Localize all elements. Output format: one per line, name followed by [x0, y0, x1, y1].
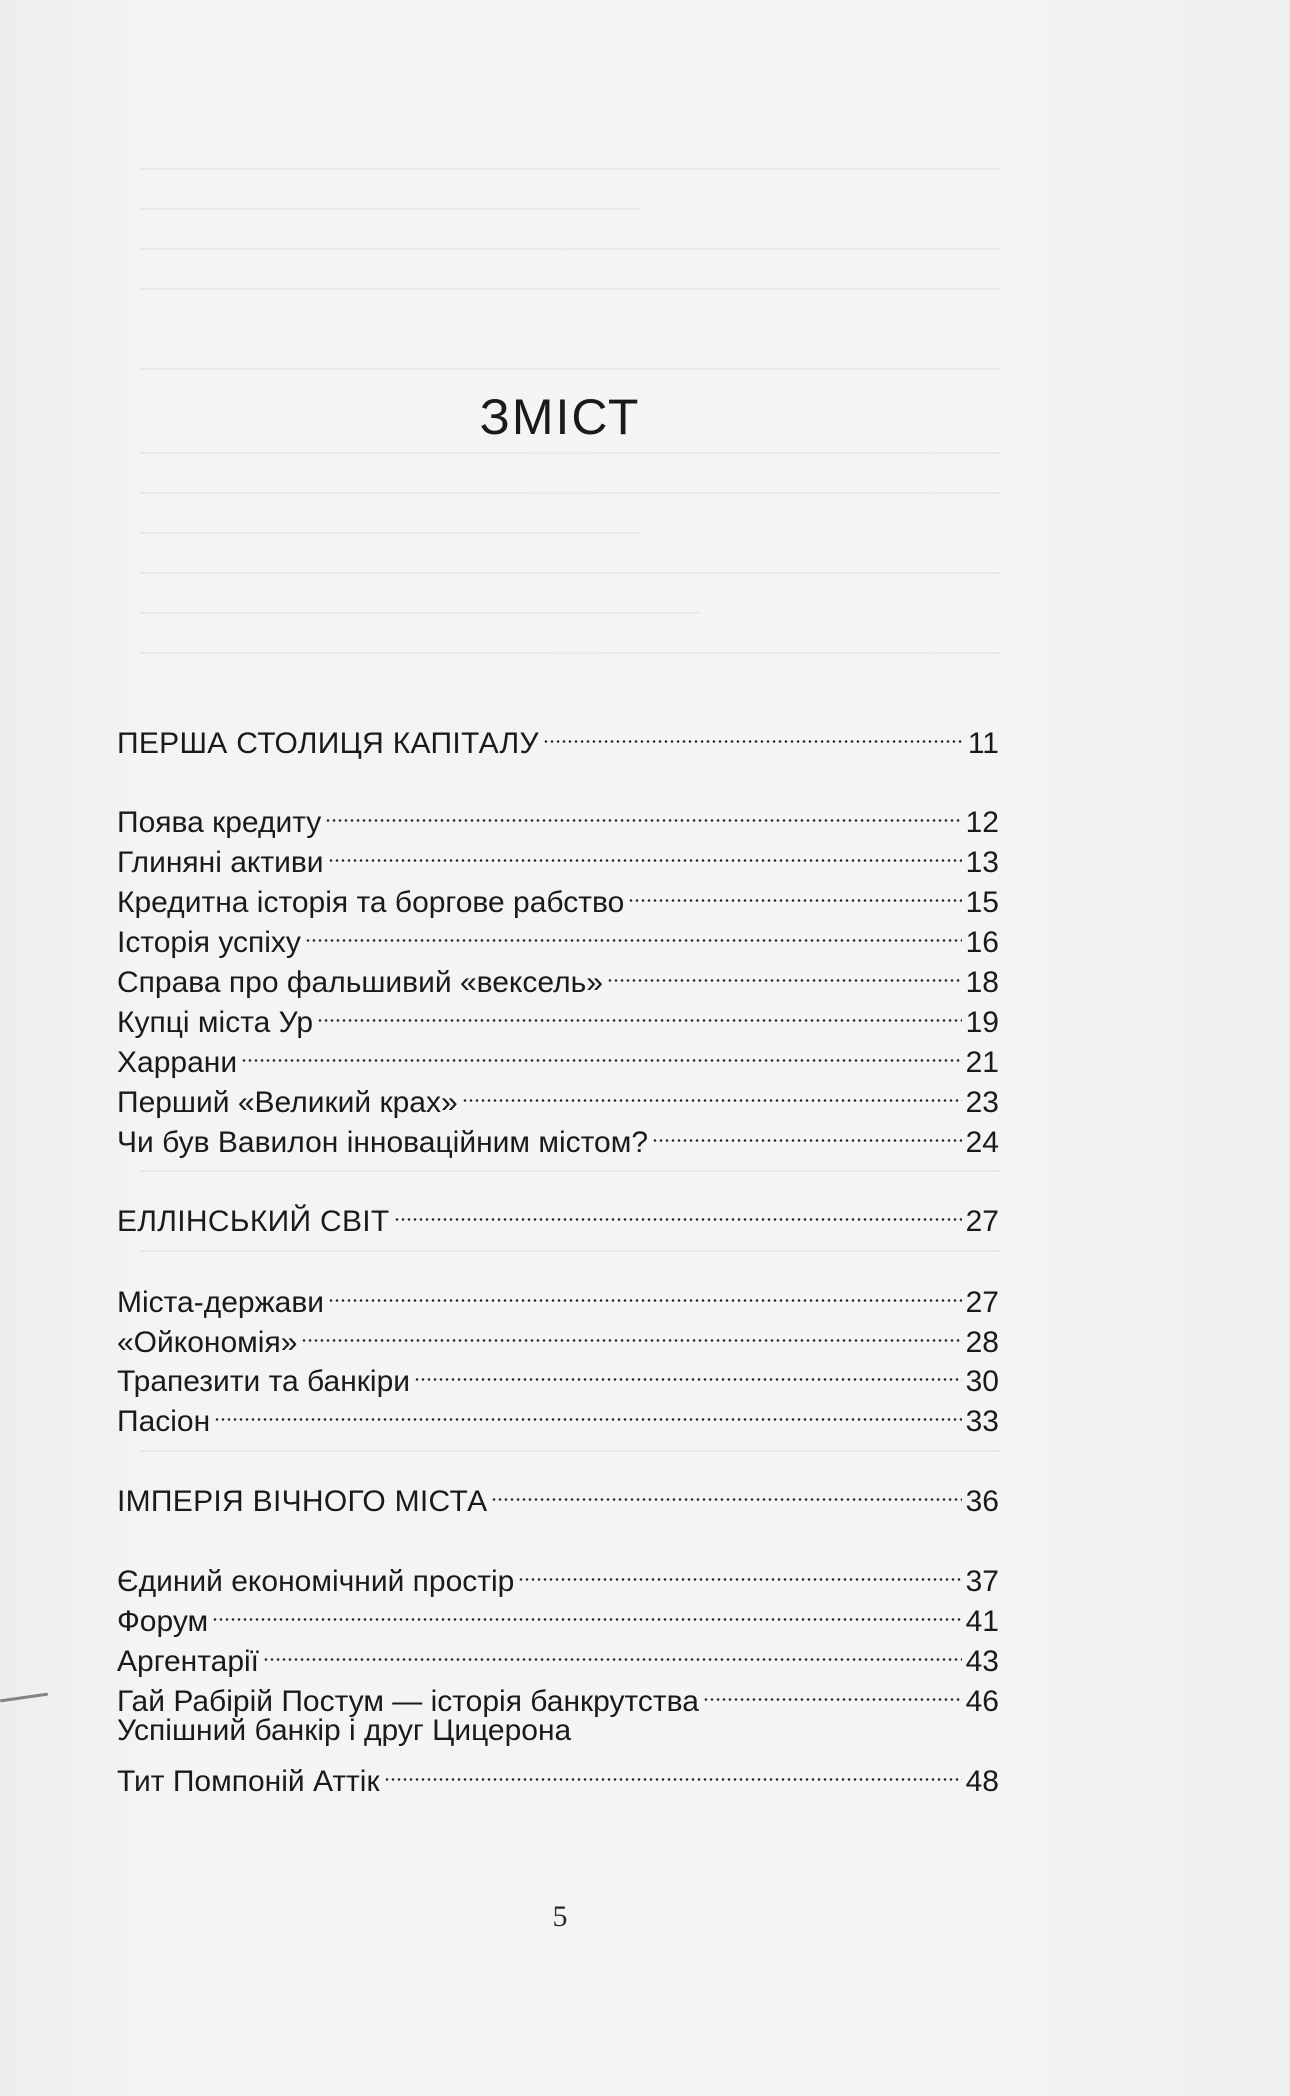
toc-entry[interactable] — [117, 1551, 999, 1598]
toc-entry-title: ІМПЕРІЯ ВІЧНОГО МІСТА — [117, 1485, 488, 1518]
toc-entry-page: 18 — [965, 966, 999, 999]
toc-entry[interactable] — [117, 1032, 999, 1079]
toc-entry[interactable] — [117, 1112, 999, 1159]
toc-entry-title: «Ойкономія» — [117, 1326, 298, 1359]
dot-leader — [703, 1671, 962, 1711]
dot-leader — [328, 832, 962, 872]
toc-entry[interactable] — [117, 1711, 999, 1751]
dot-leader — [652, 1112, 962, 1152]
toc-entry-page: 28 — [965, 1326, 999, 1359]
toc-entry-title: Справа про фальшивий «вексель» — [117, 966, 603, 999]
dot-leader — [394, 1191, 962, 1231]
dot-leader — [384, 1751, 962, 1791]
toc-entry-page: 48 — [965, 1765, 999, 1798]
toc-entry[interactable] — [117, 1351, 999, 1398]
dot-leader — [305, 912, 962, 952]
toc-entry-title: Єдиний економічний простір — [117, 1565, 515, 1598]
toc-entry-title: Пасіон — [117, 1405, 211, 1438]
toc-entry-title: Трапезити та банкіри — [117, 1365, 411, 1398]
toc-entry[interactable] — [117, 792, 999, 839]
dot-leader — [214, 1391, 961, 1431]
toc-entry-title: Тит Помпоній Аттік — [117, 1765, 380, 1798]
toc-entry-title: Чи був Вавилон інноваційним містом? — [117, 1126, 649, 1159]
toc-entry-title: Форум — [117, 1605, 209, 1638]
toc-entry-page: 12 — [965, 806, 999, 839]
dot-leader — [607, 952, 962, 992]
toc-entry[interactable] — [117, 1751, 999, 1798]
toc-entry-title: Успішний банкір і друг Цицерона — [117, 1714, 572, 1747]
dot-leader — [263, 1631, 962, 1671]
toc-entry[interactable] — [117, 1391, 999, 1438]
toc-entry-page: 27 — [965, 1205, 999, 1238]
dot-leader — [543, 713, 964, 753]
toc-entry-page: 13 — [965, 846, 999, 879]
toc-entry-title: Перший «Великий крах» — [117, 1086, 458, 1119]
toc-entry[interactable] — [117, 912, 999, 959]
toc-entry-page: 27 — [965, 1286, 999, 1319]
toc-entry-page: 21 — [965, 1046, 999, 1079]
toc-entry-page: 11 — [967, 727, 999, 760]
toc-entry-title: Історія успіху — [117, 926, 301, 959]
toc-entry-page: 15 — [965, 886, 999, 919]
toc-entry-page: 33 — [965, 1405, 999, 1438]
toc-entry-page: 46 — [965, 1685, 999, 1718]
toc-entry[interactable] — [117, 1631, 999, 1678]
dot-leader — [414, 1351, 962, 1391]
toc-entry[interactable] — [117, 832, 999, 879]
toc-entry[interactable] — [117, 1272, 999, 1319]
dot-leader — [241, 1032, 962, 1072]
toc-entry[interactable] — [117, 1072, 999, 1119]
toc-entry-title: Кредитна історія та боргове рабство — [117, 886, 625, 919]
toc-entry[interactable] — [117, 1671, 999, 1718]
dot-leader — [462, 1072, 962, 1112]
page-title: ЗМІСТ — [479, 389, 641, 445]
toc-entry-page: 36 — [965, 1485, 999, 1518]
dot-leader — [325, 792, 961, 832]
dot-leader — [301, 1312, 961, 1352]
toc-entry[interactable] — [117, 952, 999, 999]
toc-entry-page: 16 — [965, 926, 999, 959]
toc-section-heading[interactable] — [117, 713, 999, 760]
toc-section-heading[interactable] — [117, 1191, 999, 1238]
dot-leader — [518, 1551, 961, 1591]
toc-entry[interactable] — [117, 872, 999, 919]
dot-leader — [317, 992, 962, 1032]
dot-leader — [628, 872, 961, 912]
toc-entry-title: Гай Рабірій Постум — історія банкрутства — [117, 1685, 699, 1718]
toc-entry-title: ПЕРША СТОЛИЦЯ КАПІТАЛУ — [117, 727, 539, 760]
toc-entry-page: 30 — [965, 1365, 999, 1398]
dot-leader — [328, 1272, 962, 1312]
page-edge-mark — [0, 1693, 48, 1703]
toc-entry-title: Поява кредиту — [117, 806, 322, 839]
toc-entry-page: 43 — [965, 1645, 999, 1678]
toc-entry-title: Аргентарії — [117, 1645, 260, 1678]
toc-section-heading[interactable] — [117, 1471, 999, 1518]
toc-entry-page: 19 — [965, 1006, 999, 1039]
page-number: 5 — [552, 1900, 568, 1933]
toc-entry[interactable] — [117, 992, 999, 1039]
toc-entry-title: Міста-держави — [117, 1286, 325, 1319]
toc-entry-page: 24 — [965, 1126, 999, 1159]
toc-entry[interactable] — [117, 1312, 999, 1359]
toc-entry-title: Купці міста Ур — [117, 1006, 314, 1039]
toc-entry-page: 41 — [965, 1605, 999, 1638]
toc-entry[interactable] — [117, 1591, 999, 1638]
toc-entry-title: Глиняні активи — [117, 846, 324, 879]
toc-entry-page: 37 — [965, 1565, 999, 1598]
toc-entry-title: ЕЛЛІНСЬКИЙ СВІТ — [117, 1205, 390, 1238]
dot-leader — [212, 1591, 961, 1631]
dot-leader — [491, 1471, 961, 1511]
toc-entry-title: Харрани — [117, 1046, 238, 1079]
toc-entry-page: 23 — [965, 1086, 999, 1119]
